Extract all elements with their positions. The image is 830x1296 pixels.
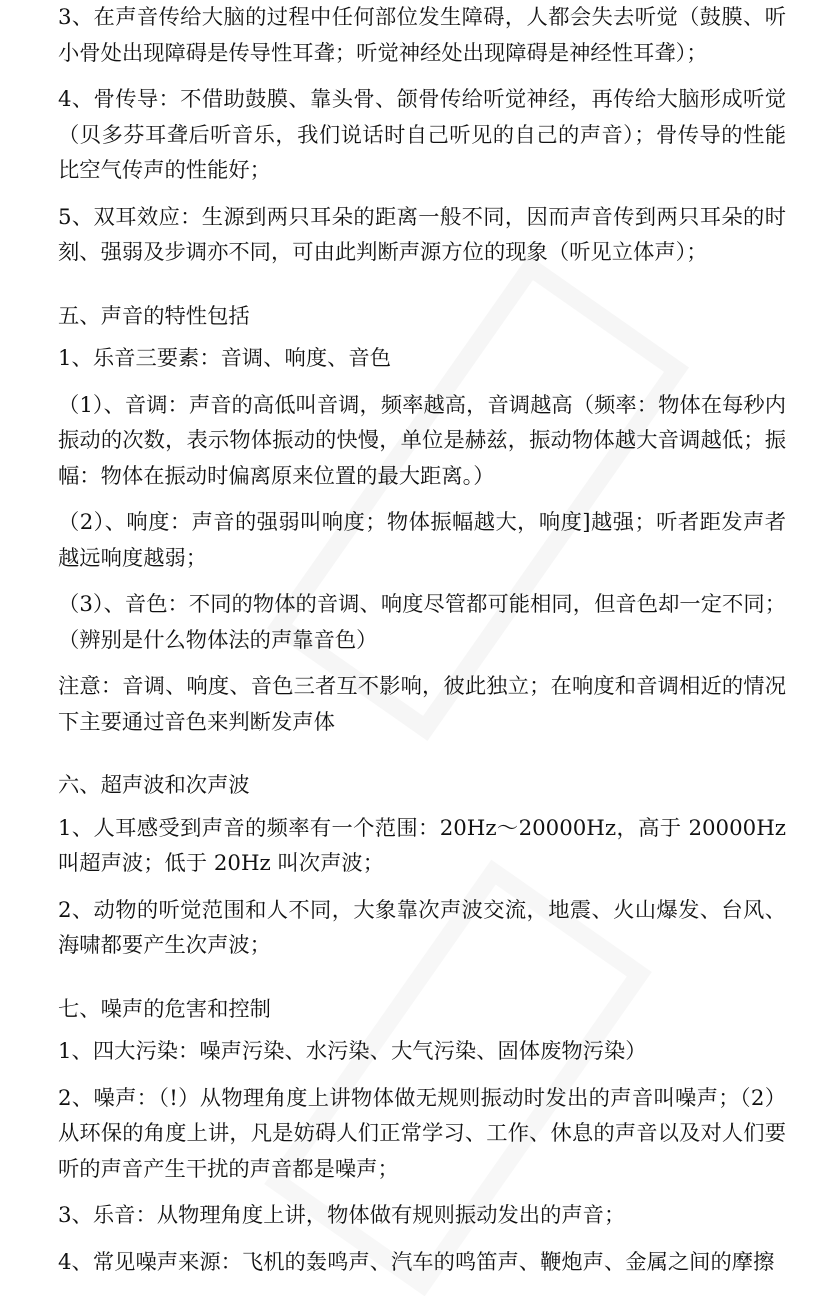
paragraph: 注意：音调、响度、音色三者互不影响，彼此独立；在响度和音调相近的情况下主要通过音色来判断发声体	[58, 674, 786, 735]
document-page	[58, 0, 786, 1291]
section-heading: 五、声音的特性包括	[58, 303, 250, 329]
section-heading: 六、超声波和次声波	[58, 773, 250, 798]
paragraph: 2、噪声：（!）从物理角度上讲物体做无规则振动时发出的声音叫噪声；（2）从环保的角度上讲，凡是妨碍人们正常学习、工作、休息的声音以及对人们要听的声音产生干扰的声音都是噪声；	[58, 1085, 786, 1182]
section-heading: 七、噪声的危害和控制	[58, 996, 271, 1022]
paragraph: （2）、响度：声音的强弱叫响度；物体振幅越大，响度]越强；听者距发声者越远响度越弱；	[58, 510, 786, 571]
paragraph: 5、双耳效应：生源到两只耳朵的距离一般不同，因而声音传到两只耳朵的时刻、强弱及步调亦不同，可由此判断声源方位的现象（听见立体声）；	[58, 204, 786, 265]
paragraph: 4、常见噪声来源：飞机的轰鸣声、汽车的鸣笛声、鞭炮声、金属之间的摩擦	[58, 1249, 775, 1275]
paragraph: 3、在声音传给大脑的过程中任何部位发生障碍，人都会失去听觉（鼓膜、听小骨处出现障碍是传导性耳聋；听觉神经处出现障碍是神经性耳聋）；	[58, 5, 786, 66]
paragraph: 3、乐音：从物理角度上讲，物体做有规则振动发出的声音；	[58, 1203, 626, 1228]
paragraph: 1、乐音三要素：音调、响度、音色	[58, 346, 392, 371]
paragraph: 4、骨传导：不借助鼓膜、靠头骨、颌骨传给听觉神经，再传给大脑形成听觉（贝多芬耳聋后听音乐，我们说话时自己听见的自己的声音）；骨传导的性能比空气传声的性能好；	[58, 87, 786, 183]
paragraph: 2、动物的听觉范围和人不同，大象靠次声波交流，地震、火山爆发、台风、海啸都要产生次声波；	[58, 897, 786, 958]
paragraph: （1）、音调：声音的高低叫音调，频率越高，音调越高（频率：物体在每秒内振动的次数，表示物体振动的快慢，单位是赫兹，振动物体越大音调越低；振幅：物体在振动时偏离原来位置的最大距离。）	[58, 392, 786, 489]
paragraph: 1、四大污染：噪声污染、水污染、大气污染、固体废物污染）	[58, 1039, 647, 1064]
paragraph: 1、人耳感受到声音的频率有一个范围：20Hz～20000Hz，高于 20000Hz 叫超声波；低于 20Hz 叫次声波；	[58, 815, 786, 876]
paragraph: （3）、音色：不同的物体的音调、响度尽管都可能相同，但音色却一定不同；（辨别是什么物体法的声靠音色）	[58, 592, 786, 653]
